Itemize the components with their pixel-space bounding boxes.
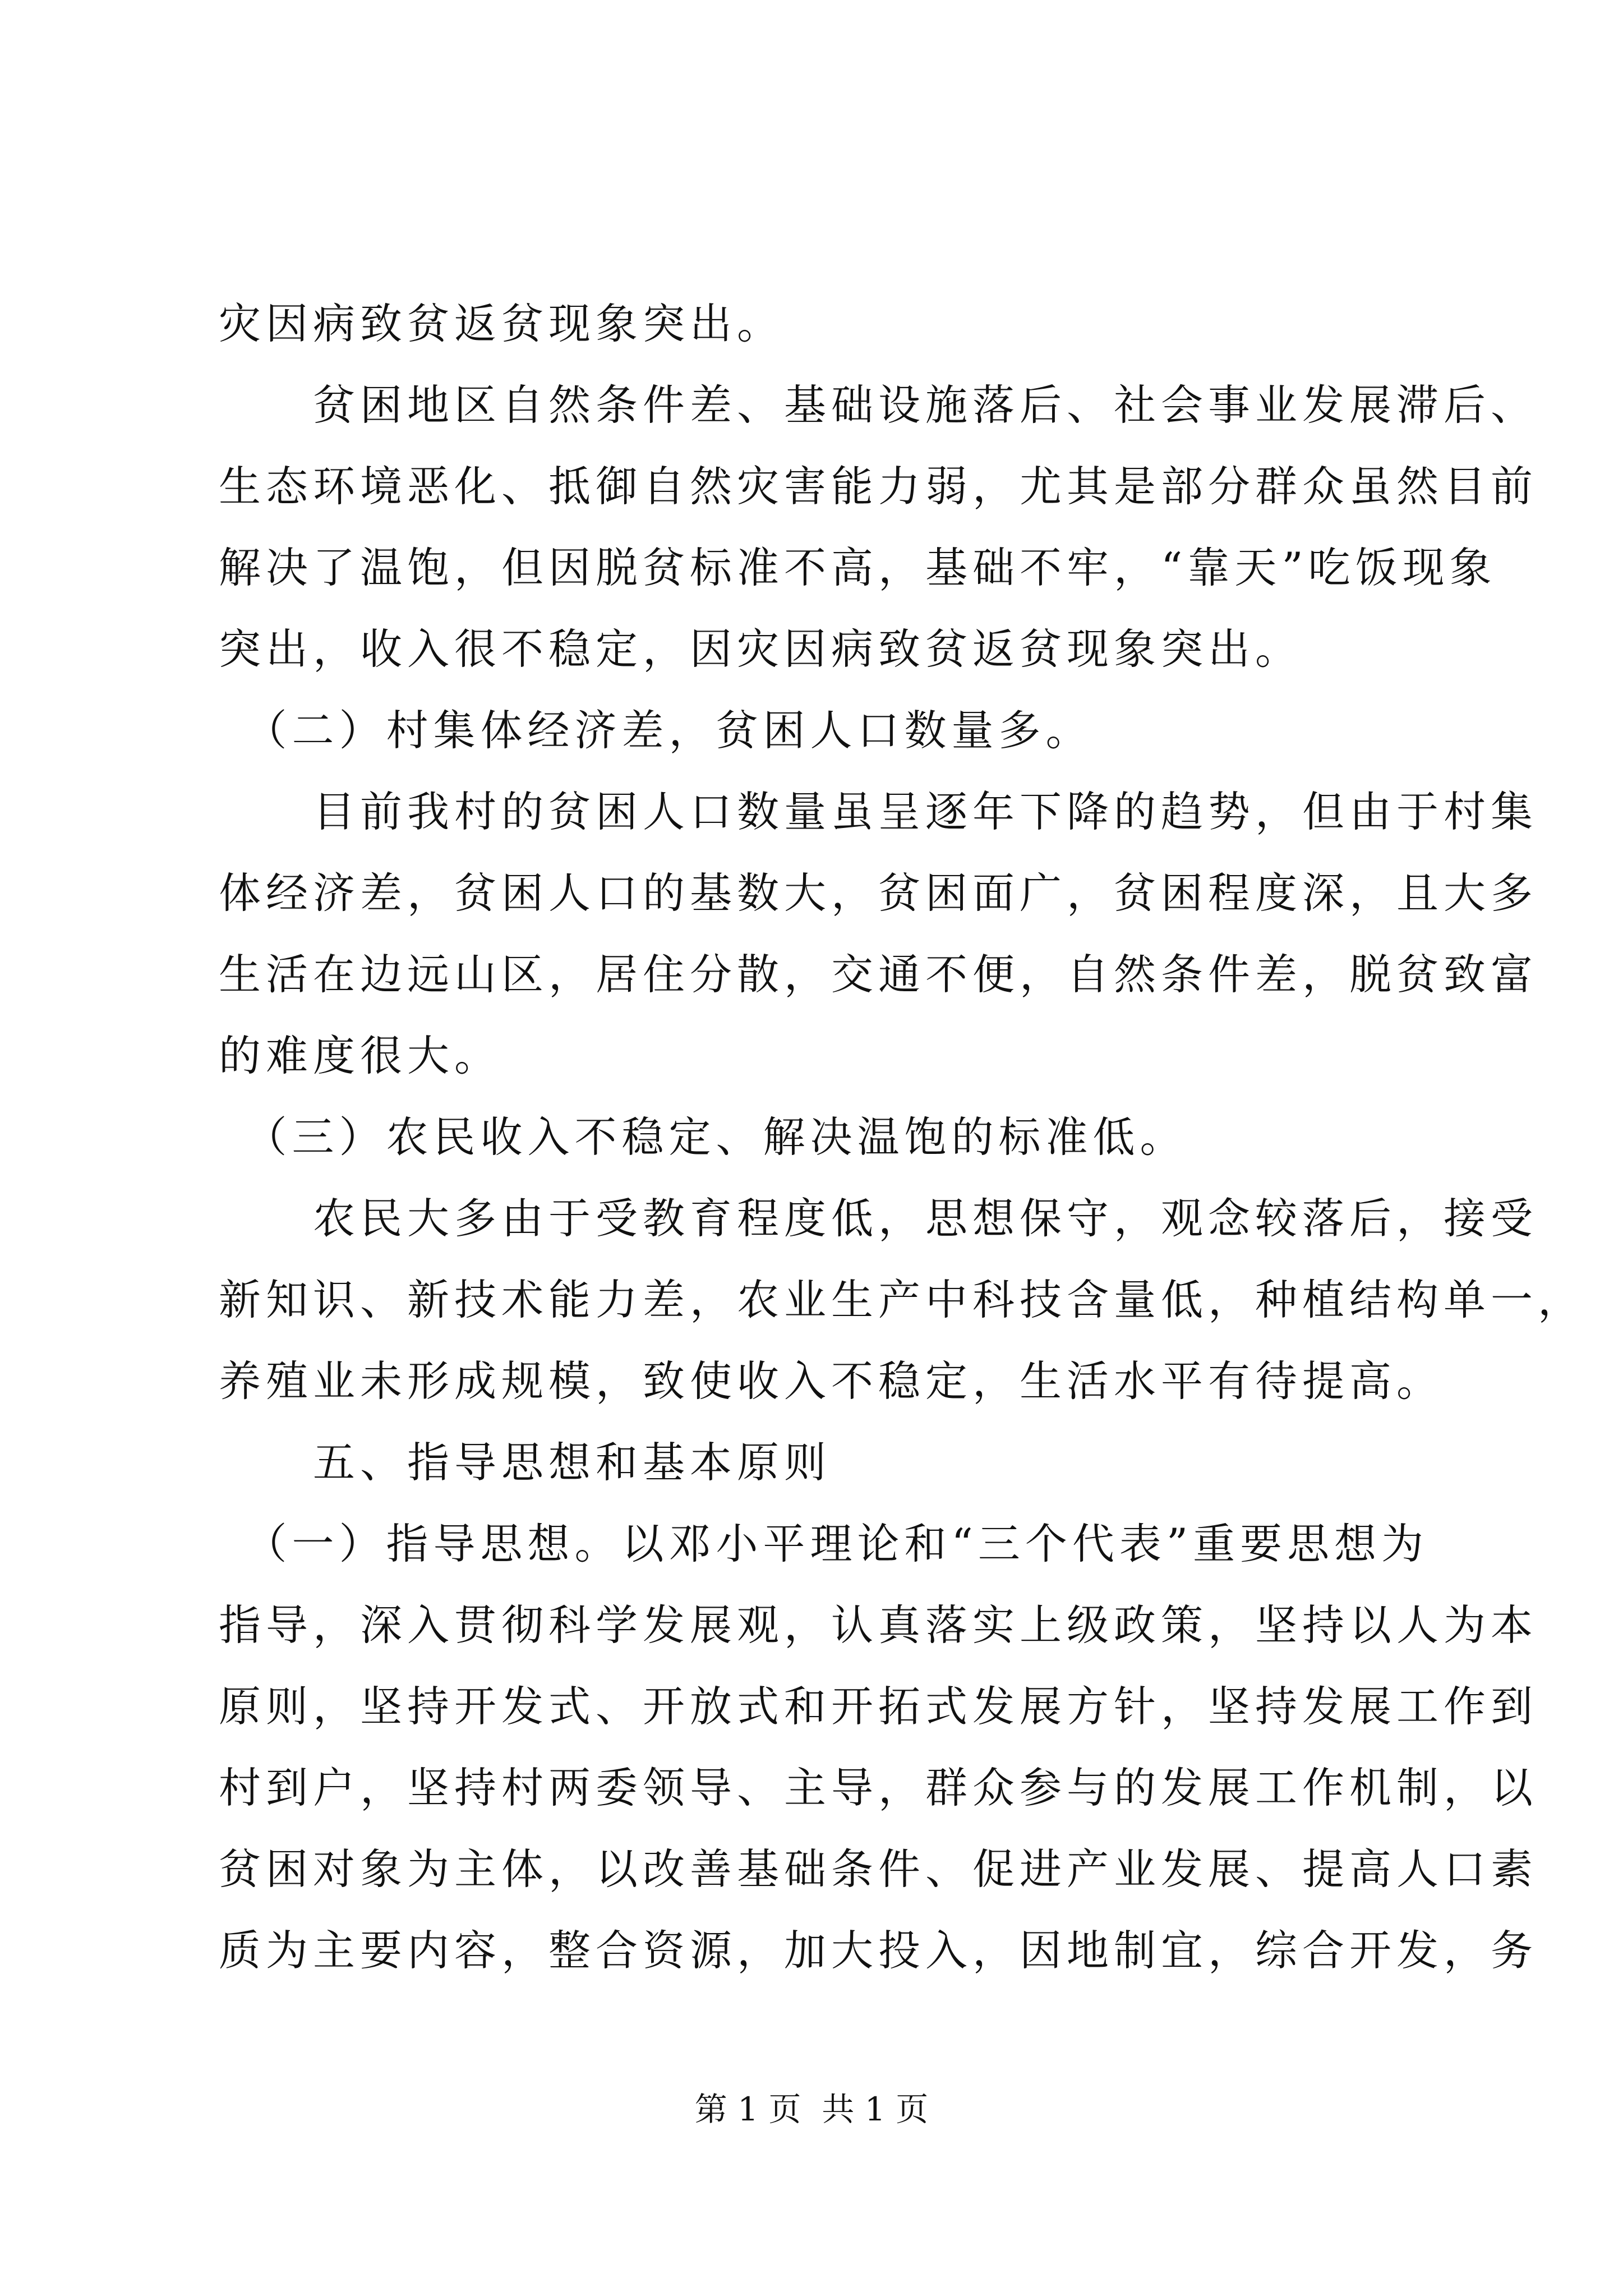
document-body	[219, 283, 1585, 1991]
text-line: 指导，深入贯彻科学发展观，认真落实上级政策，坚持以人为本	[219, 1600, 1538, 1650]
text-line: 目前我村的贫困人口数量虽呈逐年下降的趋势，但由于村集	[219, 787, 1538, 836]
section-heading: （三）农民收入不稳定、解决温饱的标准低。	[219, 1112, 1187, 1162]
text-line: 新知识、新技术能力差，农业生产中科技含量低，种植结构单一，	[219, 1275, 1585, 1324]
text-line: 村到户，坚持村两委领导、主导，群众参与的发展工作机制，以	[219, 1763, 1538, 1812]
chapter-heading: 五、指导思想和基本原则	[219, 1438, 832, 1487]
text-line: 解决了温饱，但因脱贫标准不高，基础不牢，“靠天”吃饭现象	[219, 543, 1497, 592]
section-heading: （一）指导思想。以邓小平理论和“三个代表”重要思想为	[219, 1519, 1429, 1568]
text-line: 贫困对象为主体，以改善基础条件、促进产业发展、提高人口素	[219, 1844, 1538, 1894]
text-line: 原则，坚持开发式、开放式和开拓式发展方针，坚持发展工作到	[219, 1682, 1538, 1731]
text-line: 突出，收入很不稳定，因灾因病致贫返贫现象突出。	[219, 624, 1303, 674]
section-heading: （二）村集体经济差，贫困人口数量多。	[219, 706, 1093, 755]
text-line: 体经济差，贫困人口的基数大，贫困面广，贫困程度深，且大多	[219, 868, 1538, 918]
text-line: 贫困地区自然条件差、基础设施落后、社会事业发展滞后、	[219, 380, 1538, 430]
text-line: 灾因病致贫返贫现象突出。	[219, 299, 785, 348]
text-line: 农民大多由于受教育程度低，思想保守，观念较落后，接受	[219, 1194, 1538, 1243]
text-line: 生活在边远山区，居住分散，交通不便，自然条件差，脱贫致富	[219, 950, 1538, 999]
text-line: 的难度很大。	[219, 1031, 502, 1080]
page-footer: 第 1 页 共 1 页	[694, 2090, 929, 2128]
text-line: 质为主要内容，整合资源，加大投入，因地制宜，综合开发，务	[219, 1926, 1538, 1975]
text-line: 生态环境恶化、抵御自然灾害能力弱，尤其是部分群众虽然目前	[219, 462, 1538, 511]
text-line: 养殖业未形成规模，致使收入不稳定，生活水平有待提高。	[219, 1356, 1444, 1406]
